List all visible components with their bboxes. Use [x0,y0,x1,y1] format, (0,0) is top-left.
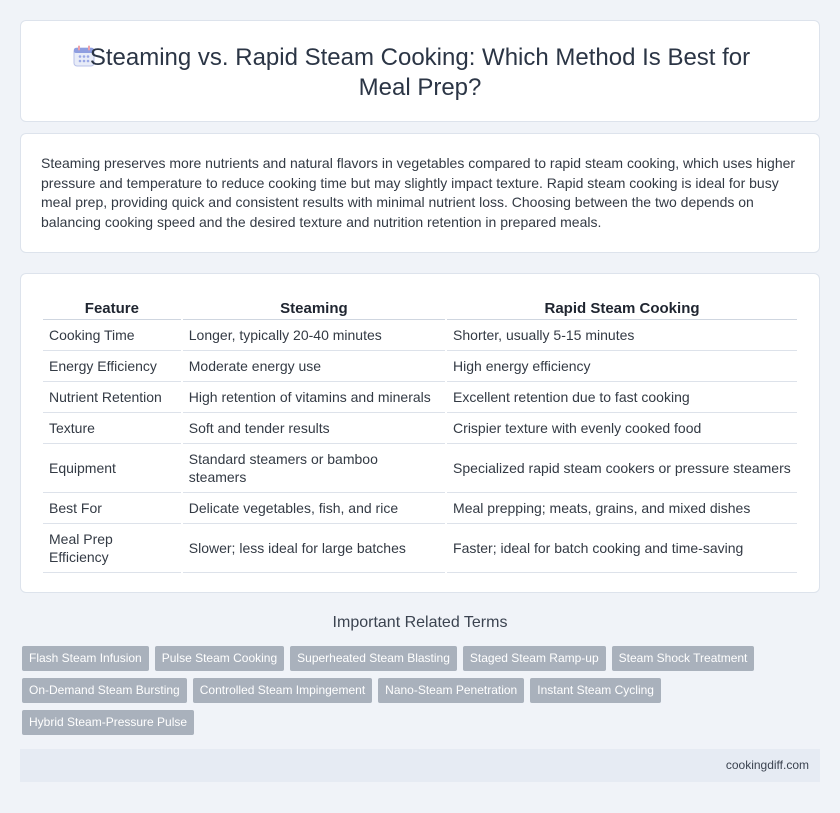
table-cell: Energy Efficiency [43,351,181,382]
table-cell: Nutrient Retention [43,382,181,413]
intro-paragraph: Steaming preserves more nutrients and natural flavors in vegetables compared to rapid steam cooking, which uses higher pressure and temperature to reduce cooking time but may slightly impact texture. Rapid steam cooking is ideal for busy meal prep, providing quick and consistent results with minimal nutrient loss. Choosing between the two depends on balancing cooking speed and the desired texture and nutrition retention in prepared meals. [41,155,796,230]
footer [20,749,820,782]
table-cell: Excellent retention due to fast cooking [447,382,797,413]
table-row [43,524,797,573]
related-term-tag[interactable]: Superheated Steam Blasting [290,646,457,671]
column-header: Rapid Steam Cooking [447,296,797,320]
comparison-card [20,273,820,593]
table-cell: Delicate vegetables, fish, and rice [183,493,445,524]
table-cell: Texture [43,413,181,444]
column-header: Feature [43,296,181,320]
related-term-tag[interactable]: Hybrid Steam-Pressure Pulse [22,710,194,735]
table-cell: Crispier texture with evenly cooked food [447,413,797,444]
table-row [43,493,797,524]
related-term-tag[interactable]: Pulse Steam Cooking [155,646,284,671]
table-row [43,351,797,382]
table-cell: Cooking Time [43,320,181,351]
table-cell: Faster; ideal for batch cooking and time-saving [447,524,797,573]
table-row [43,413,797,444]
related-term-tag[interactable]: Flash Steam Infusion [22,646,149,671]
footer-site-link[interactable]: cookingdiff.com [725,758,809,772]
related-terms-heading: Important Related Terms [332,614,508,631]
related-terms-list [22,646,782,735]
page-title: Steaming vs. Rapid Steam Cooking: Which Method Is Best for Meal Prep? [89,44,751,101]
table-cell: Meal Prep Efficiency [43,524,181,573]
table-cell: Equipment [43,444,181,493]
related-term-tag[interactable]: Steam Shock Treatment [612,646,755,671]
table-cell: Moderate energy use [183,351,445,382]
related-term-tag[interactable]: Nano-Steam Penetration [378,678,524,703]
table-row [43,320,797,351]
table-cell: High retention of vitamins and minerals [183,382,445,413]
table-cell: High energy efficiency [447,351,797,382]
table-cell: Standard steamers or bamboo steamers [183,444,445,493]
related-term-tag[interactable]: Controlled Steam Impingement [193,678,372,703]
table-cell: Soft and tender results [183,413,445,444]
table-header-row [43,296,797,320]
table-cell: Longer, typically 20-40 minutes [183,320,445,351]
column-header: Steaming [183,296,445,320]
table-row [43,444,797,493]
table-cell: Best For [43,493,181,524]
related-term-tag[interactable]: On-Demand Steam Bursting [22,678,187,703]
table-cell: Shorter, usually 5-15 minutes [447,320,797,351]
related-term-tag[interactable]: Staged Steam Ramp-up [463,646,606,671]
related-term-tag[interactable]: Instant Steam Cycling [530,678,661,703]
title-card [20,20,820,122]
table-cell: Specialized rapid steam cookers or pressure steamers [447,444,797,493]
table-cell: Slower; less ideal for large batches [183,524,445,573]
intro-card [20,133,820,253]
table-cell: Meal prepping; meats, grains, and mixed dishes [447,493,797,524]
comparison-table [41,296,799,573]
table-row [43,382,797,413]
